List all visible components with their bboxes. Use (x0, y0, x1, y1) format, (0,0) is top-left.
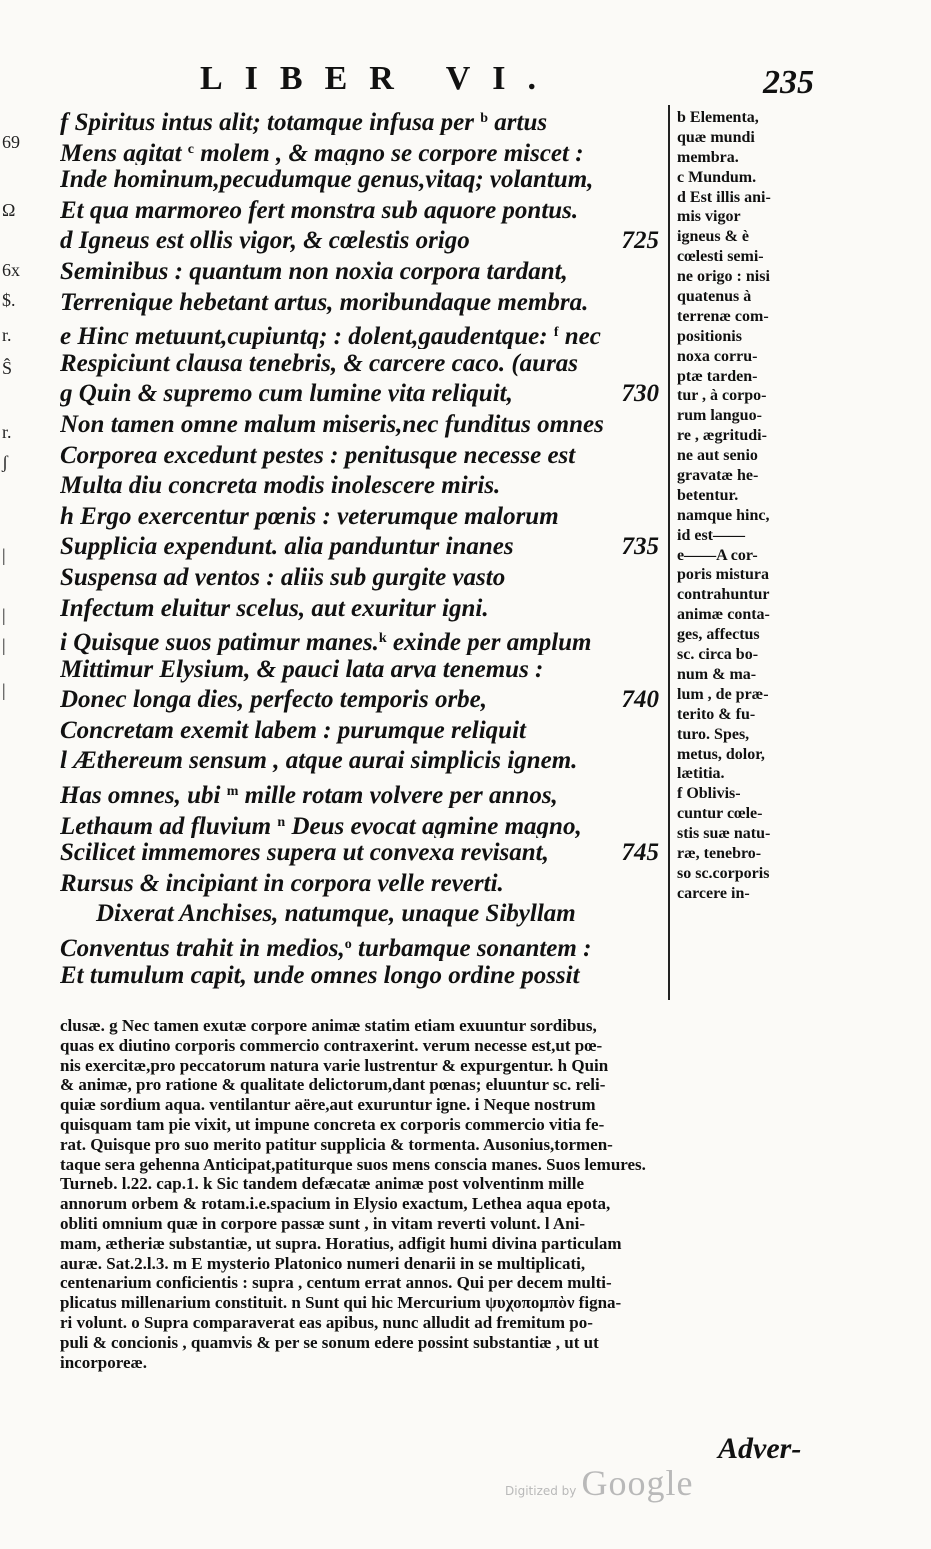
verse-line (60, 808, 665, 839)
verse-line (60, 930, 665, 961)
verse-text: Concretam exemit labem : purumque reliquit (60, 716, 526, 744)
margin-fragment: | (2, 680, 6, 700)
gloss-line: animæ conta- (677, 606, 770, 624)
watermark-prefix: Digitized by (505, 1484, 577, 1498)
verse-text: Suspensa ad ventos : aliis sub gurgite vasto (60, 563, 506, 591)
verse-line (60, 502, 665, 533)
margin-fragment: 6x (2, 260, 20, 280)
gloss-column (677, 108, 825, 904)
note-marker: g (60, 380, 79, 408)
verse-text: exinde per amplum (386, 629, 592, 655)
note-marker: k (378, 631, 387, 647)
footnote-line: quiæ sordium aqua. ventilantur aëre,aut exuruntur igne. i Neque nostrum (60, 1095, 596, 1115)
verse-text: Seminibus : quantum non noxia corpora tardant, (60, 257, 568, 285)
note-marker: b (480, 111, 489, 126)
gloss-line: positionis (677, 327, 742, 345)
watermark-logo: Google (581, 1463, 694, 1503)
verse-text: Lethaum ad fluvium (60, 812, 278, 839)
gloss-line: igneus & è (677, 228, 749, 246)
verse-text: Spiritus intus alit; totamque infusa per (74, 109, 481, 135)
footnote-line: plicatus millenarium constituit. n Sunt qui hic Mercurium ψυχοπομπὸν figna- (60, 1293, 622, 1313)
gloss-line: sc. circa bo- (677, 646, 759, 664)
gloss-line: num & ma- (677, 665, 757, 683)
footnote-line: centenarium conficientis : supra , centum errat annos. Qui per decem multi- (60, 1273, 612, 1293)
watermark (505, 1462, 693, 1504)
verse-line (60, 746, 665, 777)
gloss-line: cuntur cœle- (677, 805, 763, 823)
gloss-line: id est—— (677, 526, 745, 544)
gloss-line: c Mundum. (677, 168, 757, 186)
line-number: 745 (621, 839, 659, 867)
book-title: LIBER VI. (200, 60, 558, 97)
gloss-line: quæ mundi (677, 128, 755, 146)
note-marker: l (60, 747, 74, 775)
footnote-line: obliti omnium quæ in corpore passæ sunt , in vitam reverti volunt. l Ani- (60, 1213, 586, 1233)
gloss-line: terrenæ com- (677, 307, 769, 325)
verse-line (60, 594, 665, 625)
footnote-line: nis exercitæ,pro peccatorum natura varie lustrentur & expurgentur. h Quin (60, 1055, 609, 1075)
gloss-line: membra. (677, 148, 739, 166)
gloss-line: noxa corru- (677, 347, 758, 365)
verse-line (60, 899, 665, 930)
footnote-line: auræ. Sat.2.l.3. m E mysterio Platonico numeri denarii in se multiplicati, (60, 1253, 586, 1273)
verse-text: molem , & magno se corpore miscet : (194, 139, 584, 166)
catchword: Adver- (718, 1432, 802, 1465)
gloss-line: metus, dolor, (677, 745, 765, 763)
footnotes (60, 1016, 815, 1372)
running-header (0, 58, 931, 101)
gloss-line: poris mistura (677, 566, 769, 584)
verse-line (60, 685, 665, 716)
gloss-line: lum , de præ- (677, 685, 769, 703)
margin-fragment: r. (2, 422, 12, 442)
note-marker: d (60, 227, 79, 255)
gloss-line: rum languo- (677, 407, 762, 425)
margin-fragment: | (2, 635, 6, 655)
verse-text: Quin & supremo cum lumine vita reliquit, (78, 380, 513, 408)
margin-fragment: $. (2, 290, 16, 310)
verse-text: Æthereum sensum , atque aurai simplicis ignem. (73, 747, 578, 775)
verse-line (60, 257, 665, 288)
gloss-line: mis vigor (677, 208, 741, 226)
verse-line (60, 624, 665, 655)
verse-text: Hinc metuunt,cupiuntq; : dolent,gaudentque: (77, 323, 554, 349)
verse-line (60, 869, 665, 900)
column-divider (668, 105, 670, 1000)
verse-line (60, 288, 665, 319)
gloss-line: so sc.corporis (677, 864, 770, 882)
margin-fragment: r. (2, 325, 12, 345)
gloss-line: d Est illis ani- (677, 188, 771, 206)
verse-text: Inde hominum,pecudumque genus,vitaq; volantum, (60, 166, 594, 194)
verse-line (60, 379, 665, 410)
gloss-line: re , ægritudi- (677, 427, 767, 445)
gloss-line: ges, affectus (677, 626, 760, 644)
verse-line (60, 441, 665, 472)
margin-fragment: 69 (2, 132, 20, 152)
gloss-line: ne aut senio (677, 447, 758, 465)
verse-text: Corporea excedunt pestes : penitusque necesse est (60, 441, 576, 469)
footnote-line: clusæ. g Nec tamen exutæ corpore animæ statim etiam exuuntur sordibus, (60, 1016, 597, 1035)
note-marker: c (187, 141, 195, 157)
gloss-line: stis suæ natu- (677, 825, 771, 843)
gloss-line: ræ, tenebro- (677, 844, 762, 862)
verse-line (60, 104, 665, 135)
verse-text: Mittimur Elysium, & pauci lata arva tenemus : (60, 655, 544, 683)
verse-line (60, 838, 665, 869)
margin-fragment: ʃ (2, 452, 8, 472)
verse-text: Ergo exercentur pœnis : veterumque malorum (80, 502, 559, 530)
gloss-line: terito & fu- (677, 705, 756, 723)
verse-line (60, 471, 665, 502)
footnote-line: & animæ, pro ratione & qualitate delictorum,dant pœnas; eluuntur sc. reli- (60, 1075, 606, 1095)
footnote-line: rat. Quisque pro suo merito patitur supplicia & tormenta. Ausonius,tormen- (60, 1134, 613, 1154)
verse-text: Respiciunt clausa tenebris, & carcere caco. (auras (60, 349, 579, 377)
gloss-line: carcere in- (677, 884, 750, 902)
verse-text: mille rotam volvere per annos, (238, 782, 558, 808)
verse-text: Has omnes, ubi (60, 782, 227, 808)
margin-fragment: | (2, 545, 6, 565)
gloss-line: contrahuntur (677, 586, 770, 604)
footnote-line: ri volunt. o Supra comparaverat eas apibus, nunc alludit ad fremitum po- (60, 1312, 593, 1332)
verse-text: nec (558, 323, 601, 349)
gloss-line: cœlesti semi- (677, 248, 764, 266)
margin-fragment: Ŝ (2, 358, 13, 378)
note-marker: m (226, 784, 239, 800)
note-marker: f (553, 325, 559, 341)
footnote-line: quas ex diutino corporis commercio contraxerint. verum necesse est,ut pœ- (60, 1035, 603, 1055)
gloss-line: lætitia. (677, 765, 725, 783)
verse-line (60, 226, 665, 257)
footnote-line: annorum orbem & rotam.i.e.spacium in Elysio exactum, Lethea aqua epota, (60, 1194, 611, 1214)
verse-text: turbamque sonantem : (351, 935, 592, 961)
verse-text: Dixerat Anchises, natumque, unaque Sibyllam (96, 900, 576, 928)
line-number: 730 (621, 380, 659, 408)
verse-text: Deus evocat agmine magno, (285, 812, 582, 839)
verse-text: Mens agitat (60, 139, 188, 166)
page-number: 235 (763, 64, 814, 101)
verse-line (60, 318, 665, 349)
verse-text: Conventus trahit in medios, (60, 935, 345, 961)
verse-line (60, 716, 665, 747)
footnote-line: mam, ætheriæ substantiæ, ut supra. Horatius, adfigit humi divina particulam (60, 1233, 622, 1253)
verse-line (60, 655, 665, 686)
verse-line (60, 410, 665, 441)
verse-text: Supplicia expendunt. alia panduntur inanes (60, 533, 514, 561)
verse-text: Non tamen omne malum miseris,nec funditus omnes (60, 410, 604, 438)
gloss-line: quatenus à (677, 288, 752, 306)
verse-column (60, 104, 665, 991)
verse-text: Terrenique hebetant artus, moribundaque membra. (60, 288, 589, 316)
margin-fragment: Ω (2, 200, 16, 220)
verse-text: Rursus & incipiant in corpora velle reverti. (60, 869, 504, 897)
note-marker: h (60, 502, 81, 530)
verse-line (60, 349, 665, 380)
verse-line (60, 135, 665, 166)
note-marker: n (277, 814, 286, 830)
verse-text: Quisque suos patimur manes. (73, 629, 379, 655)
footnote-line: taque sera gehenna Anticipat,patiturque suos mens conscia manes. Suos lemures. (60, 1154, 646, 1174)
gloss-line: ne origo : nisi (677, 268, 770, 286)
line-number: 740 (621, 686, 659, 714)
verse-text: Et qua marmoreo fert monstra sub aquore pontus. (60, 196, 579, 224)
verse-text: Et tumulum capit, unde omnes longo ordine possit (60, 961, 580, 989)
verse-line (60, 165, 665, 196)
footnote-line: quisquam tam pie vixit, ut impune concreta ex corporis commercio vitia fe- (60, 1114, 605, 1134)
verse-line (60, 532, 665, 563)
verse-text: Igneus est ollis vigor, & cœlestis origo (78, 227, 470, 255)
footnote-line: puli & concionis , quamvis & per se sonum edere possint substantiæ , ut ut (60, 1332, 599, 1352)
note-marker: o (344, 937, 352, 953)
left-margin-fragments (0, 100, 30, 720)
gloss-line: namque hinc, (677, 506, 770, 524)
gloss-line: gravatæ he- (677, 467, 759, 485)
note-marker: f (60, 109, 75, 135)
verse-line (60, 961, 665, 992)
gloss-line: ptæ tarden- (677, 367, 758, 385)
gloss-line: turo. Spes, (677, 725, 750, 743)
line-number: 735 (621, 533, 659, 561)
verse-text: Donec longa dies, perfecto temporis orbe, (60, 686, 488, 714)
gloss-line: b Elementa, (677, 109, 759, 126)
verse-text: Scilicet immemores supera ut convexa revisant, (60, 839, 549, 867)
footnote-line: Turneb. l.22. cap.1. k Sic tandem defæcatæ animæ post volventinm mille (60, 1174, 585, 1194)
margin-fragment: | (2, 605, 6, 625)
verse-text: Multa diu concreta modis inolescere miris. (60, 472, 501, 500)
gloss-line: tur , à corpo- (677, 387, 767, 405)
gloss-line: betentur. (677, 486, 739, 504)
line-number: 725 (621, 227, 659, 255)
verse-line (60, 563, 665, 594)
verse-line (60, 196, 665, 227)
note-marker: i (60, 629, 74, 655)
gloss-line: f Oblivis- (677, 785, 741, 803)
note-marker: e (60, 323, 78, 349)
footnote-line: incorporeæ. (60, 1352, 148, 1372)
verse-text: artus (488, 109, 548, 135)
verse-text: Infectum eluitur scelus, aut exuritur igni. (60, 594, 489, 622)
gloss-line: e——A cor- (677, 546, 758, 564)
verse-line (60, 777, 665, 808)
